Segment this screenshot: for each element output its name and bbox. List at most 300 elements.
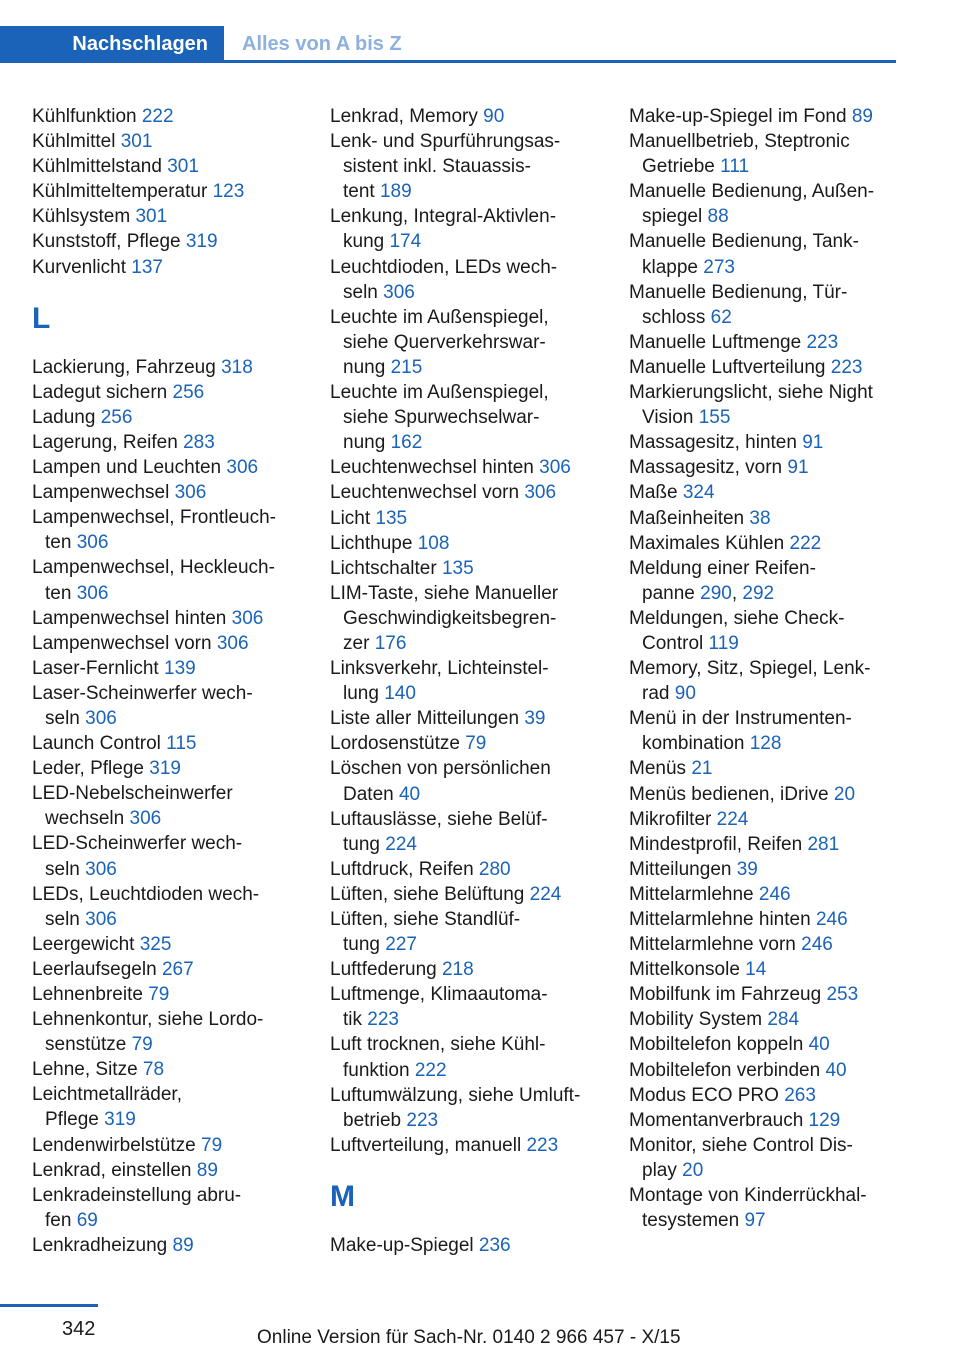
index-entry: [629, 480, 909, 505]
index-entry: [32, 606, 302, 631]
page-reference-link[interactable]: 246: [758, 883, 791, 905]
index-entry-text: Manuelle Bedienung, Außen-: [629, 181, 875, 203]
index-entry-text: Lichthupe: [330, 532, 413, 554]
page-reference-link[interactable]: 256: [100, 406, 133, 428]
page-reference-link[interactable]: 40: [808, 1034, 830, 1056]
page-reference-link[interactable]: 62: [710, 306, 732, 328]
section-letter: L: [32, 301, 51, 335]
index-entry-text: Meldungen, siehe Check-: [629, 607, 845, 629]
index-entry-text: tung: [343, 934, 380, 956]
page-reference-link[interactable]: 284: [767, 1009, 800, 1031]
index-entry: [32, 505, 302, 555]
page-reference-link[interactable]: 223: [806, 331, 839, 353]
index-entry: [32, 831, 302, 881]
page-reference-link[interactable]: 280: [478, 858, 511, 880]
index-entry: [629, 606, 909, 656]
index-entry: [32, 681, 302, 731]
index-entry: Meldung einer Reifen- panne 290, 292: [629, 557, 816, 604]
index-entry: [330, 104, 610, 129]
index-entry-text: Lehnenbreite: [32, 984, 143, 1005]
page-reference-link[interactable]: 306: [85, 707, 117, 729]
index-entry: [330, 455, 610, 480]
index-entry-text: Geschwindigkeitsbegren-: [343, 607, 557, 629]
index-entry-text: Linksverkehr, Lichteinstel-: [330, 658, 549, 680]
index-entry-text: Mikrofilter: [629, 808, 712, 830]
index-column-1: [32, 104, 302, 1258]
index-entry-text: Kunststoff, Pflege: [32, 231, 181, 253]
index-entry-text: Lagerung, Reifen: [32, 431, 178, 453]
index-entry-text: LEDs, Leuchtdioden wech-: [32, 883, 260, 905]
page-reference-link[interactable]: 306: [174, 482, 207, 504]
index-entry: [629, 1183, 909, 1233]
page-reference-link[interactable]: 306: [76, 582, 109, 604]
page-reference-link[interactable]: 306: [231, 607, 264, 629]
page-reference-link[interactable]: 97: [744, 1210, 766, 1232]
index-entry: [330, 129, 610, 204]
index-entry: [629, 1108, 909, 1133]
page-reference-link[interactable]: 155: [698, 407, 731, 429]
index-entry: [629, 1007, 909, 1032]
index-entry-text: zer: [343, 632, 370, 654]
index-entry-text: LIM-Taste, siehe Manueller: [330, 582, 559, 604]
page-reference-link[interactable]: 222: [414, 1059, 447, 1081]
page-reference-link[interactable]: 222: [789, 532, 822, 554]
index-entry-text: Ladung: [32, 406, 96, 428]
page-reference-link[interactable]: 306: [85, 908, 117, 930]
index-entry-text: Control: [642, 632, 704, 654]
page-reference-link[interactable]: 318: [221, 356, 253, 378]
index-entry: [330, 907, 610, 957]
page-reference-link[interactable]: 79: [201, 1134, 223, 1156]
index-entry: [330, 255, 610, 305]
index-entry-text: Getriebe: [642, 156, 715, 178]
tab-nachschlagen[interactable]: [0, 26, 224, 62]
index-entry: [629, 430, 909, 455]
index-entry: [32, 255, 302, 280]
index-entry-text: Laser-Fernlicht: [32, 657, 159, 679]
page-reference-link[interactable]: 21: [691, 758, 713, 780]
page-reference-link[interactable]: 91: [787, 457, 809, 479]
index-entry: [330, 1133, 610, 1158]
index-entry-text: Leder, Pflege: [32, 758, 144, 780]
page-reference-link[interactable]: 135: [441, 557, 474, 579]
page-reference-link[interactable]: 223: [526, 1134, 559, 1156]
index-entry: [330, 756, 610, 806]
page-reference-link[interactable]: 88: [707, 206, 729, 228]
index-entry-text: nung: [343, 432, 386, 454]
index-entry-text: Markierungslicht, siehe Night: [629, 382, 873, 404]
index-entry-text: funktion: [343, 1059, 410, 1081]
index-entry-text: Leuchtenwechsel hinten: [330, 457, 534, 479]
index-entry: [629, 380, 909, 430]
index-entry-text: Manuelle Bedienung, Tür-: [629, 281, 848, 303]
index-entry: [330, 1233, 610, 1258]
index-entry: [32, 129, 302, 154]
page-reference-link[interactable]: 189: [379, 181, 412, 203]
index-entry-text: Lichtschalter: [330, 557, 437, 579]
page-header: [0, 0, 960, 62]
index-entry-text: Lackierung, Fahrzeug: [32, 356, 216, 378]
index-entry-text: Lampenwechsel vorn: [32, 632, 212, 654]
index-entry-text: seln: [45, 707, 80, 729]
index-entry-text: Massagesitz, hinten: [629, 432, 797, 454]
index-entry-text: Manuelle Bedienung, Tank-: [629, 231, 859, 253]
page-reference-link[interactable]: 89: [851, 106, 873, 127]
page-reference-link[interactable]: 89: [196, 1159, 218, 1181]
page-reference-link[interactable]: 176: [374, 632, 407, 654]
index-entry: [32, 154, 302, 179]
index-entry-text: spiegel: [642, 206, 703, 228]
page-reference-link[interactable]: 39: [736, 858, 758, 880]
index-entry: [629, 1133, 909, 1183]
index-entry: [629, 129, 909, 179]
index-entry-text: senstütze: [45, 1034, 127, 1056]
index-entry-text: Luftfederung: [330, 959, 437, 981]
index-entry-text: betrieb: [343, 1109, 402, 1131]
index-entry-text: Mittelarmlehne vorn: [629, 934, 796, 956]
index-entry-text: Mobility System: [629, 1009, 763, 1031]
header-divider: [0, 60, 896, 63]
page-reference-link[interactable]: 306: [216, 632, 249, 654]
page-reference-link[interactable]: 38: [749, 507, 771, 529]
index-entry: [330, 982, 610, 1032]
index-entry: [629, 756, 909, 781]
page-reference-link[interactable]: 246: [815, 909, 848, 930]
page-reference-link[interactable]: 137: [131, 256, 163, 278]
index-entry-text: lung: [343, 683, 379, 705]
index-entry: [32, 1233, 302, 1258]
index-entry-text: LED-Scheinwerfer wech-: [32, 833, 243, 855]
page-reference-link[interactable]: 301: [167, 156, 199, 178]
index-entry: [629, 882, 909, 907]
index-entry: [32, 1158, 302, 1183]
index-entry-text: Manuellbetrieb, Steptronic: [629, 131, 850, 153]
index-entry-text: Lüften, siehe Belüftung: [330, 883, 525, 905]
index-entry-text: Luft trocknen, siehe Kühl-: [330, 1034, 546, 1056]
index-entry: [629, 706, 909, 756]
index-entry: [629, 832, 909, 857]
index-entry-text: Menüs bedienen, iDrive: [629, 783, 829, 805]
index-entry: [629, 982, 909, 1007]
index-entry-text: Mobiltelefon koppeln: [629, 1034, 804, 1056]
page-reference-link[interactable]: 224: [385, 833, 417, 855]
index-entry-text: Manuelle Luftverteilung: [629, 356, 826, 378]
index-entry: [629, 1032, 909, 1057]
index-entry-text: Lenkrad, Memory: [330, 106, 478, 127]
index-entry: [330, 556, 610, 581]
index-entry-text: Mittelarmlehne hinten: [629, 909, 811, 930]
page-reference-link[interactable]: 306: [539, 457, 571, 479]
page-reference-link[interactable]: 301: [135, 206, 168, 228]
page-reference-link[interactable]: 20: [682, 1159, 704, 1181]
index-entry-text: LED-Nebelscheinwerfer: [32, 783, 233, 805]
index-entry-text: Lampenwechsel: [32, 482, 170, 504]
index-entry: [32, 555, 302, 605]
index-entry-text: seln: [343, 281, 378, 303]
index-entry: [32, 1007, 302, 1057]
page-reference-link[interactable]: 79: [148, 984, 170, 1005]
index-entry-text: ten: [45, 582, 72, 604]
index-entry-text: Lenkung, Integral-Aktivlen-: [330, 206, 557, 228]
page-reference-link[interactable]: 140: [384, 683, 416, 705]
index-entry: [629, 179, 909, 229]
section-letter: M: [330, 1179, 355, 1213]
page-reference-link[interactable]: 224: [716, 808, 749, 830]
page-reference-link[interactable]: 256: [172, 381, 205, 403]
index-entry-text: Luftdruck, Reifen: [330, 858, 474, 880]
tab-alles-von-a-bis-z-label: Alles von A bis Z: [242, 32, 402, 55]
tab-nachschlagen-label: Nachschlagen: [72, 32, 208, 55]
index-entry: [330, 857, 610, 882]
index-entry-text: Lüften, siehe Standlüf-: [330, 909, 521, 930]
index-entry-text: Leuchte im Außenspiegel,: [330, 306, 549, 328]
page-reference-link[interactable]: 111: [720, 156, 750, 178]
page-reference-link[interactable]: 139: [164, 657, 196, 679]
index-entry: [629, 1058, 909, 1083]
index-entry: [32, 882, 302, 932]
index-entry-text: Leerlaufsegeln: [32, 958, 157, 980]
index-entry-text: siehe Querverkehrswar-: [343, 331, 546, 353]
index-entry: [629, 104, 909, 129]
index-entry-text: Maßeinheiten: [629, 507, 745, 529]
page-reference-link[interactable]: 306: [383, 281, 415, 303]
index-entry-text: play: [642, 1159, 677, 1181]
index-entry-text: Kühlsystem: [32, 206, 131, 228]
index-entry-text: Kühlmitteltemperatur: [32, 181, 208, 203]
index-entry: [629, 656, 909, 706]
index-entry-text: Modus ECO PRO: [629, 1084, 779, 1106]
index-entry: [330, 531, 610, 556]
index-entry: [32, 405, 302, 430]
page-reference-link[interactable]: 281: [807, 833, 840, 855]
index-entry: [629, 1083, 909, 1108]
page-reference-link[interactable]: 263: [784, 1084, 816, 1106]
index-column-2: [330, 104, 610, 1258]
page-reference-link[interactable]: 325: [139, 933, 172, 955]
index-entry: [330, 882, 610, 907]
index-entry-text: Mobiltelefon verbinden: [629, 1059, 821, 1081]
index-entry-text: Kühlmittelstand: [32, 156, 162, 178]
index-entry: [330, 480, 610, 505]
page-reference-link[interactable]: 301: [120, 131, 153, 153]
page-reference-link[interactable]: 222: [141, 106, 174, 127]
index-entry: [32, 355, 302, 380]
index-entry: [32, 781, 302, 831]
index-entry-text: Lenkrad, einstellen: [32, 1159, 192, 1181]
index-entry-text: Leergewicht: [32, 933, 135, 955]
page-reference-link[interactable]: 79: [131, 1034, 153, 1056]
page-reference-link[interactable]: 162: [390, 432, 423, 454]
index-entry-text: Menüs: [629, 758, 687, 780]
page-reference-link[interactable]: 218: [441, 959, 474, 981]
index-entry: [629, 330, 909, 355]
index-entry-text: seln: [45, 908, 80, 930]
index-entry: [330, 1083, 610, 1133]
page-reference-link[interactable]: 89: [172, 1234, 194, 1256]
page-reference-link[interactable]: 223: [367, 1009, 399, 1031]
index-entry: [32, 957, 302, 982]
index-entry: [32, 982, 302, 1007]
page-reference-link[interactable]: 174: [389, 231, 422, 253]
index-entry-text: ten: [45, 532, 72, 554]
index-entry: [32, 455, 302, 480]
page-reference-link[interactable]: 14: [745, 959, 767, 981]
index-entry: [32, 1057, 302, 1082]
index-entry-text: Momentanverbrauch: [629, 1109, 804, 1131]
page-reference-link[interactable]: 306: [85, 858, 117, 880]
page-reference-link[interactable]: 119: [708, 632, 739, 654]
index-entry: [330, 957, 610, 982]
index-entry-text: Massagesitz, vorn: [629, 457, 783, 479]
index-entry-text: Manuelle Luftmenge: [629, 331, 802, 353]
index-entry-text: Luftmenge, Klimaautoma-: [330, 984, 548, 1006]
index-entry-text: Make-up-Spiegel im Fond: [629, 106, 847, 127]
page-reference-link[interactable]: 224: [529, 883, 562, 905]
index-entry-text: Ladegut sichern: [32, 381, 168, 403]
index-entry-text: schloss: [642, 306, 706, 328]
index-entry-text: Leuchte im Außenspiegel,: [330, 382, 549, 404]
index-entry-text: Lehne, Sitze: [32, 1059, 138, 1081]
index-entry-text: Meldung einer Reifen-: [629, 557, 816, 579]
tab-alles-von-a-bis-z[interactable]: [242, 26, 402, 62]
index-entry: [629, 280, 909, 330]
page-reference-link[interactable]: 306: [226, 457, 259, 479]
page-reference-link[interactable]: 319: [185, 231, 218, 253]
index-entry: [629, 455, 909, 480]
page-reference-link[interactable]: 223: [406, 1109, 439, 1131]
index-entry-text: Launch Control: [32, 733, 161, 755]
index-entry: [629, 229, 909, 279]
index-entry: [32, 229, 302, 254]
index-entry-text: Lenkradeinstellung abru-: [32, 1184, 242, 1206]
page-reference-link[interactable]: 306: [129, 808, 162, 830]
index-entry-text: Lordosenstütze: [330, 733, 460, 755]
index-entry-text: nung: [343, 356, 386, 378]
page-reference-link[interactable]: 115: [166, 733, 197, 755]
page-reference-link[interactable]: 128: [749, 733, 782, 755]
index-entry-text: Lampenwechsel, Frontleuch-: [32, 507, 276, 529]
index-entry-text: wechseln: [45, 808, 125, 830]
index-entry-text: Luftverteilung, manuell: [330, 1134, 522, 1156]
page-reference-link[interactable]: 123: [212, 181, 245, 203]
index-entry: [32, 430, 302, 455]
index-entry-text: Mittelarmlehne: [629, 883, 754, 905]
index-entry-text: Lehnenkontur, siehe Lordo-: [32, 1009, 264, 1031]
index-entry-text: Maße: [629, 482, 678, 504]
index-entry-text: Lendenwirbelstütze: [32, 1134, 196, 1156]
index-entry-text: Maximales Kühlen: [629, 532, 785, 554]
page-reference-link[interactable]: 91: [802, 432, 824, 454]
page-reference-link[interactable]: 40: [825, 1059, 847, 1081]
index-entry-text: kung: [343, 231, 385, 253]
index-entry-text: Lampenwechsel, Heckleuch-: [32, 557, 275, 579]
page-reference-link[interactable]: 319: [104, 1109, 136, 1131]
page-reference-link[interactable]: 39: [524, 708, 546, 730]
page-reference-link[interactable]: 90: [674, 683, 696, 705]
index-entry: [32, 1133, 302, 1158]
page-reference-link[interactable]: 78: [142, 1059, 165, 1081]
page-reference-link[interactable]: 69: [76, 1209, 98, 1231]
page-reference-link[interactable]: 324: [682, 482, 715, 504]
page-reference-link[interactable]: 79: [465, 733, 487, 755]
index-entry: [629, 531, 909, 556]
index-entry: [330, 656, 610, 706]
page-reference-link[interactable]: 253: [826, 984, 859, 1006]
index-entry-text: panne: [642, 582, 695, 604]
page-reference-link[interactable]: 108: [417, 532, 450, 554]
index-entry-text: Mittelkonsole: [629, 959, 740, 981]
index-entry: [32, 932, 302, 957]
index-entry: [629, 807, 909, 832]
index-entry-text: Laser-Scheinwerfer wech-: [32, 682, 253, 704]
index-entry-text: Vision: [642, 407, 694, 429]
index-entry-text: tesystemen: [642, 1210, 740, 1232]
page-reference-link[interactable]: 90: [483, 106, 505, 127]
index-entry-text: Lenk- und Spurführungsas-: [330, 131, 561, 153]
index-entry: [330, 1032, 610, 1082]
index-entry: [330, 380, 610, 455]
page-reference-link[interactable]: 129: [808, 1109, 841, 1131]
index-entry: [629, 506, 909, 531]
page-reference-link[interactable]: 267: [161, 958, 194, 980]
page-reference-link[interactable]: 40: [398, 783, 421, 805]
index-entry-text: Montage von Kinderrückhal-: [629, 1185, 867, 1207]
page-reference-link[interactable]: 292: [742, 582, 775, 604]
index-entry: [32, 1183, 302, 1233]
page-reference-link[interactable]: 273: [703, 256, 735, 278]
index-entry-text: Leuchtdioden, LEDs wech-: [330, 256, 558, 278]
index-entry-text: Kühlfunktion: [32, 106, 137, 127]
page-reference-link[interactable]: 283: [183, 431, 215, 453]
page-reference-link[interactable]: 306: [76, 532, 109, 554]
page-reference-link[interactable]: 223: [830, 356, 863, 378]
page-reference-link[interactable]: 236: [478, 1234, 511, 1256]
index-entry: [32, 756, 302, 781]
index-column-3: [629, 104, 909, 1233]
page-reference-link[interactable]: 246: [801, 934, 833, 956]
index-entry-text: Luftumwälzung, siehe Umluft-: [330, 1084, 581, 1106]
footer-text: Online Version für Sach-Nr. 0140 2 966 457 - X/15: [257, 1327, 681, 1348]
index-entry-text: kombination: [642, 733, 745, 755]
index-entry-text: tent: [343, 181, 375, 203]
index-entry-text: tik: [343, 1009, 362, 1031]
index-entry-text: Licht: [330, 507, 371, 529]
index-entry-text: Lenkradheizung: [32, 1234, 168, 1256]
index-entry-text: sistent inkl. Stauassis-: [343, 156, 531, 178]
index-entry-text: Make-up-Spiegel: [330, 1234, 474, 1256]
index-entry-text: Monitor, siehe Control Dis-: [629, 1134, 853, 1156]
page-reference-link[interactable]: 135: [375, 507, 408, 529]
page-reference-link[interactable]: 290: [700, 582, 732, 604]
index-entry: [330, 706, 610, 731]
index-entry: [629, 957, 909, 982]
index-entry: [32, 731, 302, 756]
index-entry-text: Liste aller Mitteilungen: [330, 708, 520, 730]
index-entry-text: Menü in der Instrumenten-: [629, 708, 852, 730]
index-entry-text: Kühlmittel: [32, 131, 116, 153]
index-entry-text: rad: [642, 683, 670, 705]
index-entry: [330, 581, 610, 656]
page-reference-link[interactable]: 20: [833, 783, 856, 805]
page-reference-link[interactable]: 227: [385, 934, 417, 956]
index-entry-text: tung: [343, 833, 380, 855]
page-reference-link[interactable]: 319: [149, 758, 181, 780]
index-entry-text: Mitteilungen: [629, 858, 732, 880]
index-entry: [330, 731, 610, 756]
page-reference-link[interactable]: 306: [524, 482, 557, 504]
index-entry-text: Kurvenlicht: [32, 256, 126, 278]
page-reference-link[interactable]: 215: [390, 356, 423, 378]
